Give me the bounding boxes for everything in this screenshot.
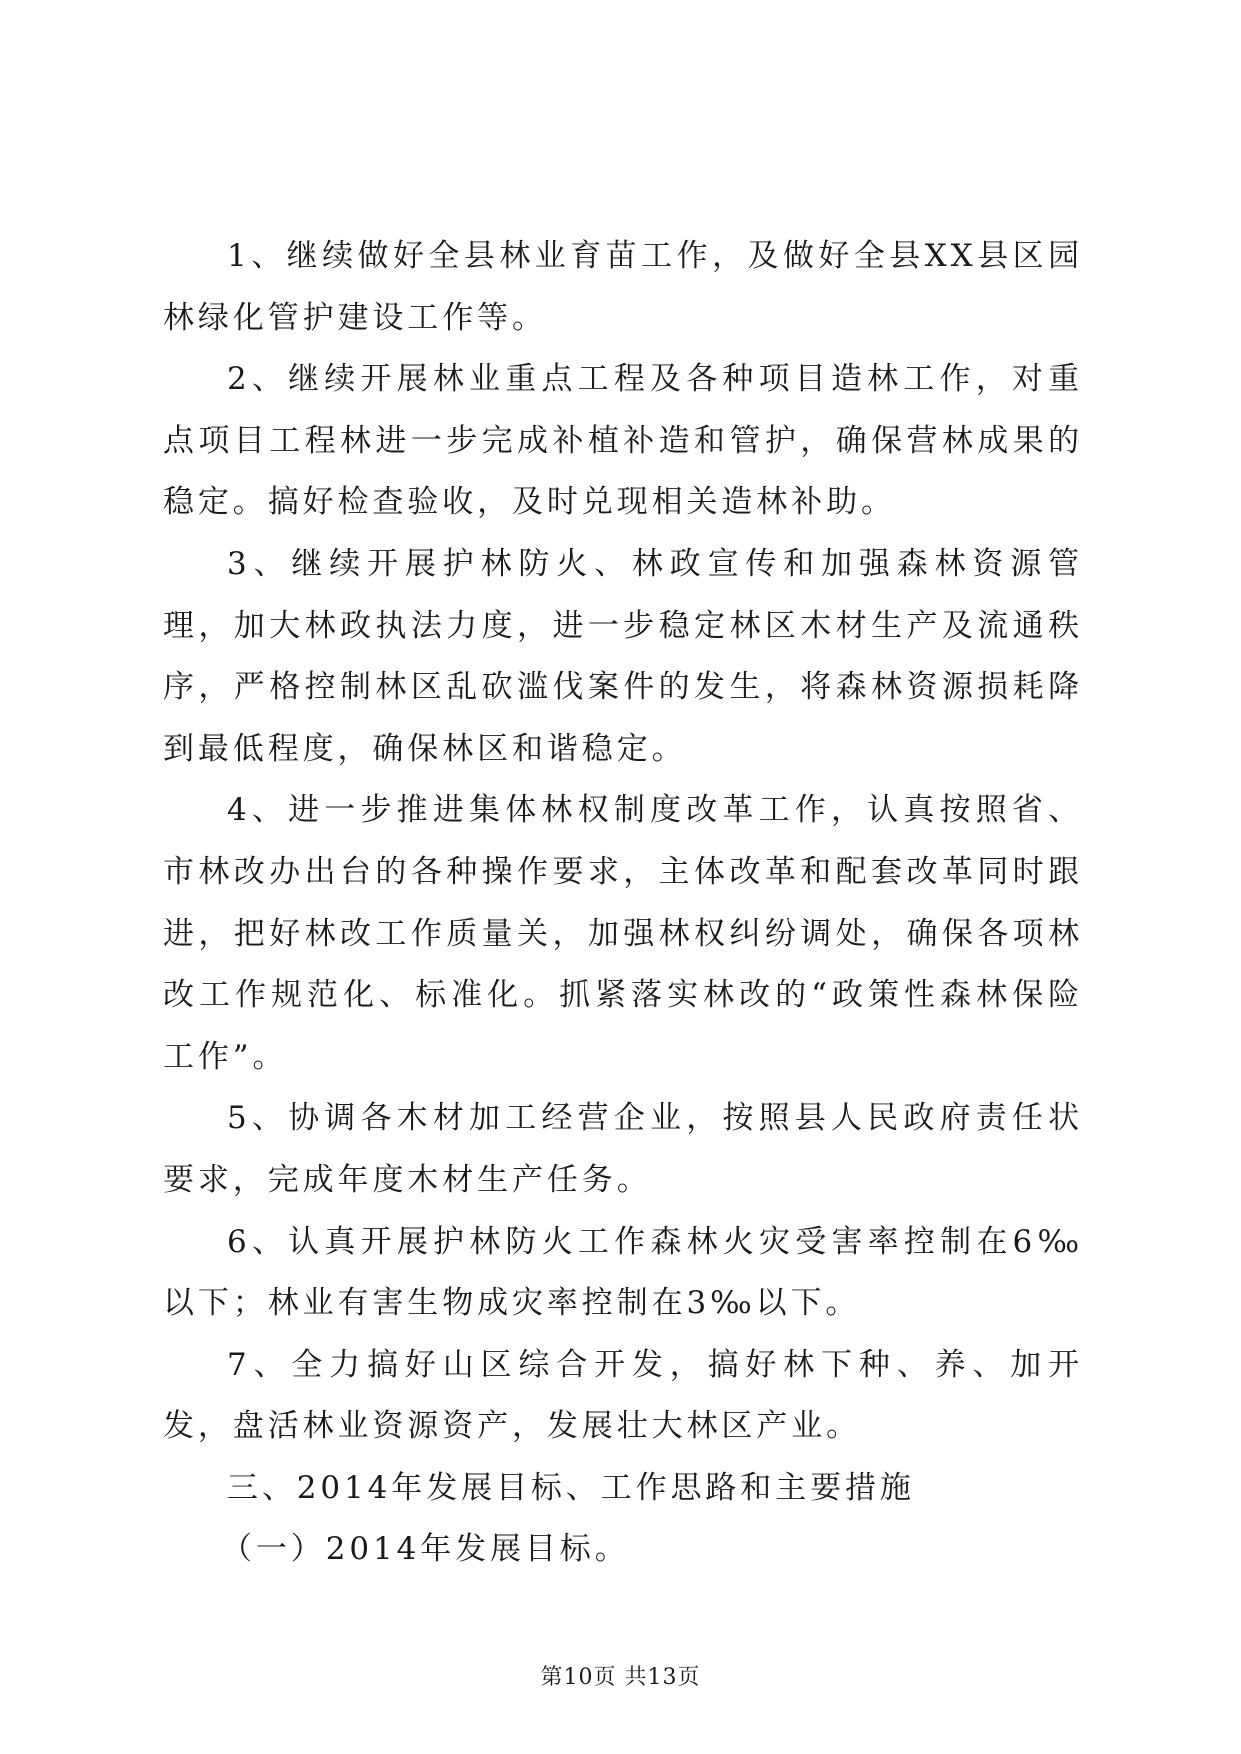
paragraph-item-2: 2、继续开展林业重点工程及各种项目造林工作，对重点项目工程林进一步完成补植补造和管护，确保营林成果的稳定。搞好检查验收，及时兑现相关造林补助。	[163, 361, 1083, 521]
page-number-footer: 第10页 共13页	[540, 1665, 701, 1690]
subsection-heading: （一）2014年发展目标。	[221, 1531, 630, 1568]
paragraph-item-3: 3、继续开展护林防火、林政宣传和加强森林资源管理，加大林政执法力度，进一步稳定林区木材生产及流通秩序，严格控制林区乱砍滥伐案件的发生，将森林资源损耗降到最低程度，确保林区和谐稳定。	[163, 545, 1083, 767]
document-body	[163, 226, 1083, 1581]
paragraph-item-4: 4、进一步推进集体林权制度改革工作，认真按照省、市林改办出台的各种操作要求，主体改革和配套改革同时跟进，把好林改工作质量关，加强林权纠纷调处，确保各项林改工作规范化、标准化。抓紧落实林改的“政策性森林保险工作”。	[163, 792, 1083, 1075]
paragraph-item-5: 5、协调各木材加工经营企业，按照县人民政府责任状要求，完成年度木材生产任务。	[163, 1100, 1083, 1198]
paragraph-item-7: 7、全力搞好山区综合开发，搞好林下种、养、加开发，盘活林业资源资产，发展壮大林区产业。	[163, 1346, 1083, 1445]
paragraph-item-1: 1、继续做好全县林业育苗工作，及做好全县XX县区园林绿化管护建设工作等。	[163, 238, 1083, 336]
paragraph-item-6: 6、认真开展护林防火工作森林火灾受害率控制在6‰以下；林业有害生物成灾率控制在3‰以下。	[163, 1223, 1083, 1322]
section-heading: 三、2014年发展目标、工作思路和主要措施	[227, 1469, 915, 1506]
